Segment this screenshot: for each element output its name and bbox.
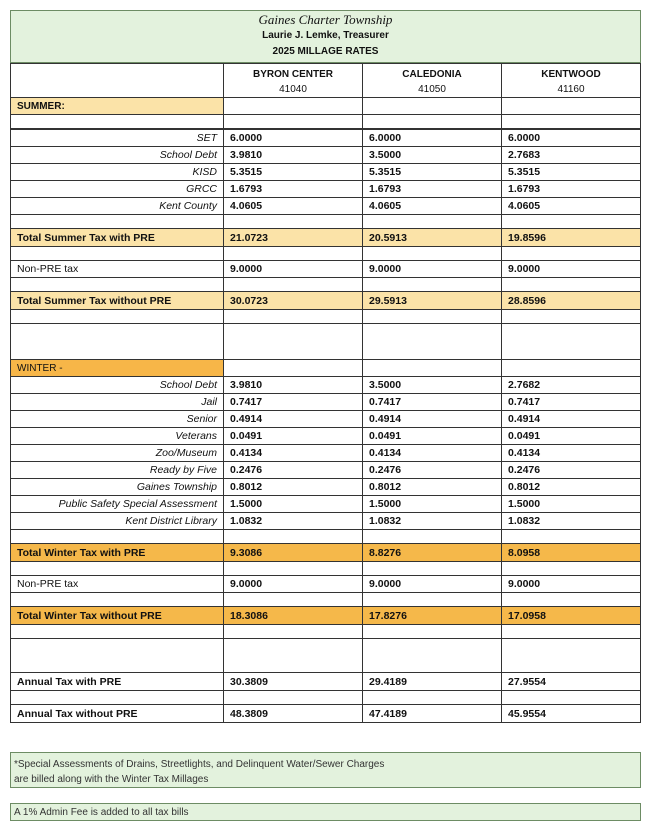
rate-value xyxy=(502,247,641,261)
rate-value xyxy=(502,530,641,544)
rate-value xyxy=(224,215,363,229)
rate-value: 3.5000 xyxy=(363,147,502,164)
row-label xyxy=(11,562,224,576)
spacer-row xyxy=(11,115,641,129)
rate-value xyxy=(363,625,502,639)
rate-value: 9.0000 xyxy=(224,261,363,278)
row-label: Jail xyxy=(11,394,224,411)
rate-value xyxy=(363,247,502,261)
rate-value xyxy=(224,639,363,673)
column-header-row xyxy=(11,64,641,98)
rate-value: 1.0832 xyxy=(502,513,641,530)
row-label: Kent County xyxy=(11,198,224,215)
column-header-kentwood xyxy=(502,64,641,98)
rate-value: 6.0000 xyxy=(224,130,363,147)
row-label: Annual Tax without PRE xyxy=(11,705,224,723)
rate-value: 0.4134 xyxy=(502,445,641,462)
township-title: Gaines Charter Township xyxy=(258,12,393,27)
row-label: Senior xyxy=(11,411,224,428)
rate-value: 1.5000 xyxy=(502,496,641,513)
row-label xyxy=(11,625,224,639)
winter-non-pre-row xyxy=(11,576,641,593)
rate-value: 0.0491 xyxy=(363,428,502,445)
rate-value: 17.8276 xyxy=(363,607,502,625)
summer-section-row xyxy=(11,98,641,115)
rate-value: 30.3809 xyxy=(224,673,363,691)
row-label: Annual Tax with PRE xyxy=(11,673,224,691)
rate-value xyxy=(502,691,641,705)
rate-value: 48.3809 xyxy=(224,705,363,723)
annual-with-pre-row xyxy=(11,673,641,691)
rate-value: 0.7417 xyxy=(363,394,502,411)
rate-value: 4.0605 xyxy=(363,198,502,215)
rate-value xyxy=(363,324,502,360)
rate-value: 0.4134 xyxy=(224,445,363,462)
summer-section-label: SUMMER: xyxy=(11,98,224,115)
rate-value xyxy=(224,310,363,324)
rate-value: 0.2476 xyxy=(224,462,363,479)
rate-value: 21.0723 xyxy=(224,229,363,247)
rate-value: 9.0000 xyxy=(363,261,502,278)
millage-table xyxy=(10,63,641,129)
column-code: 41160 xyxy=(557,84,585,95)
summer-item-row xyxy=(11,147,641,164)
rate-value: 6.0000 xyxy=(502,130,641,147)
winter-total-with-pre-row xyxy=(11,544,641,562)
column-code: 41040 xyxy=(279,84,307,95)
rate-value: 0.0491 xyxy=(224,428,363,445)
rate-value xyxy=(363,639,502,673)
row-label: Non-PRE tax xyxy=(11,261,224,278)
rate-value: 1.6793 xyxy=(502,181,641,198)
millage-subtitle: 2025 MILLAGE RATES xyxy=(272,46,379,57)
winter-item-row xyxy=(11,462,641,479)
spacer-row xyxy=(11,324,641,360)
rate-value: 8.0958 xyxy=(502,544,641,562)
rate-value: 27.9554 xyxy=(502,673,641,691)
document-header xyxy=(10,10,641,63)
rate-value xyxy=(502,324,641,360)
rate-value: 9.0000 xyxy=(363,576,502,593)
winter-item-row xyxy=(11,377,641,394)
spacer-row xyxy=(11,247,641,261)
rate-value: 0.8012 xyxy=(363,479,502,496)
row-label: GRCC xyxy=(11,181,224,198)
rate-value: 1.0832 xyxy=(224,513,363,530)
rate-value: 9.0000 xyxy=(502,576,641,593)
row-label: Total Winter Tax without PRE xyxy=(11,607,224,625)
rate-value: 5.3515 xyxy=(224,164,363,181)
row-label: Zoo/Museum xyxy=(11,445,224,462)
row-label xyxy=(11,247,224,261)
row-label: Kent District Library xyxy=(11,513,224,530)
row-label: SET xyxy=(11,130,224,147)
rate-value: 28.8596 xyxy=(502,292,641,310)
rate-value: 0.4914 xyxy=(224,411,363,428)
rate-value: 0.4914 xyxy=(363,411,502,428)
summer-non-pre-row xyxy=(11,261,641,278)
row-label xyxy=(11,639,224,673)
rate-value xyxy=(502,310,641,324)
row-label xyxy=(11,691,224,705)
row-label xyxy=(11,530,224,544)
spacer-row xyxy=(11,639,641,673)
rate-value xyxy=(224,691,363,705)
rate-value: 47.4189 xyxy=(363,705,502,723)
admin-fee-note: A 1% Admin Fee is added to all tax bills xyxy=(10,803,641,821)
rate-value xyxy=(224,625,363,639)
column-name: CALEDONIA xyxy=(402,69,462,80)
summer-item-row xyxy=(11,130,641,147)
summer-item-row xyxy=(11,198,641,215)
rate-value: 0.8012 xyxy=(502,479,641,496)
rate-value: 6.0000 xyxy=(363,130,502,147)
row-label: School Debt xyxy=(11,147,224,164)
summer-total-with-pre-row xyxy=(11,229,641,247)
treasurer-line: Laurie J. Lemke, Treasurer xyxy=(262,30,389,41)
winter-section-row xyxy=(11,360,641,377)
rate-value: 9.3086 xyxy=(224,544,363,562)
rate-value xyxy=(363,562,502,576)
rate-value xyxy=(502,278,641,292)
rate-value: 20.5913 xyxy=(363,229,502,247)
rate-value xyxy=(224,593,363,607)
column-name: BYRON CENTER xyxy=(252,69,333,80)
spacer-row xyxy=(11,691,641,705)
rate-value xyxy=(363,215,502,229)
row-label: School Debt xyxy=(11,377,224,394)
rate-value: 3.5000 xyxy=(363,377,502,394)
row-label xyxy=(11,310,224,324)
row-label xyxy=(11,324,224,360)
rate-value: 1.6793 xyxy=(363,181,502,198)
millage-body-table xyxy=(10,129,641,723)
rate-value: 0.7417 xyxy=(502,394,641,411)
row-label: Veterans xyxy=(11,428,224,445)
column-header-byron-center xyxy=(224,64,363,98)
winter-item-row xyxy=(11,513,641,530)
rate-value: 4.0605 xyxy=(502,198,641,215)
spacer-row xyxy=(11,562,641,576)
rate-value: 17.0958 xyxy=(502,607,641,625)
rate-value: 4.0605 xyxy=(224,198,363,215)
rate-value: 1.6793 xyxy=(224,181,363,198)
rate-value xyxy=(363,278,502,292)
spacer-row xyxy=(11,625,641,639)
rate-value: 0.8012 xyxy=(224,479,363,496)
note-line-1: *Special Assessments of Drains, Streetlights, and Delinquent Water/Sewer Charges xyxy=(14,759,385,770)
winter-item-row xyxy=(11,411,641,428)
spacer-row xyxy=(11,278,641,292)
blank-header-cell xyxy=(11,64,224,98)
rate-value: 0.2476 xyxy=(502,462,641,479)
rate-value xyxy=(224,247,363,261)
row-label xyxy=(11,278,224,292)
winter-item-row xyxy=(11,428,641,445)
summer-item-row xyxy=(11,164,641,181)
rate-value: 0.7417 xyxy=(224,394,363,411)
rate-value: 29.5913 xyxy=(363,292,502,310)
winter-item-row xyxy=(11,394,641,411)
special-assessments-note xyxy=(10,752,641,788)
rate-value xyxy=(224,530,363,544)
row-label: Public Safety Special Assessment xyxy=(11,496,224,513)
rate-value xyxy=(224,360,363,377)
rate-value: 2.7683 xyxy=(502,147,641,164)
rate-value: 45.9554 xyxy=(502,705,641,723)
rate-value: 19.8596 xyxy=(502,229,641,247)
rate-value xyxy=(363,310,502,324)
rate-value xyxy=(502,625,641,639)
rate-value: 1.5000 xyxy=(363,496,502,513)
rate-value: 0.4914 xyxy=(502,411,641,428)
rate-value: 5.3515 xyxy=(502,164,641,181)
rate-value xyxy=(224,324,363,360)
rate-value: 2.7682 xyxy=(502,377,641,394)
summer-item-row xyxy=(11,181,641,198)
column-name: KENTWOOD xyxy=(541,69,601,80)
spacer-row xyxy=(11,215,641,229)
column-header-caledonia xyxy=(363,64,502,98)
row-label: Gaines Township xyxy=(11,479,224,496)
rate-value: 29.4189 xyxy=(363,673,502,691)
rate-value xyxy=(502,360,641,377)
row-label: Total Summer Tax without PRE xyxy=(11,292,224,310)
rate-value: 3.9810 xyxy=(224,377,363,394)
rate-value: 9.0000 xyxy=(502,261,641,278)
rate-value xyxy=(224,278,363,292)
row-label xyxy=(11,593,224,607)
rate-value xyxy=(363,360,502,377)
rate-value: 8.8276 xyxy=(363,544,502,562)
winter-item-row xyxy=(11,445,641,462)
annual-without-pre-row xyxy=(11,705,641,723)
spacer-row xyxy=(11,530,641,544)
row-label: Non-PRE tax xyxy=(11,576,224,593)
row-label: KISD xyxy=(11,164,224,181)
row-label: Total Summer Tax with PRE xyxy=(11,229,224,247)
rate-value xyxy=(502,639,641,673)
rate-value: 5.3515 xyxy=(363,164,502,181)
rate-value xyxy=(363,593,502,607)
rate-value: 3.9810 xyxy=(224,147,363,164)
rate-value xyxy=(502,215,641,229)
spacer-row xyxy=(11,310,641,324)
column-code: 41050 xyxy=(418,84,446,95)
row-label: Total Winter Tax with PRE xyxy=(11,544,224,562)
rate-value xyxy=(224,562,363,576)
rate-value: 9.0000 xyxy=(224,576,363,593)
winter-item-row xyxy=(11,479,641,496)
row-label: Ready by Five xyxy=(11,462,224,479)
rate-value: 1.5000 xyxy=(224,496,363,513)
rate-value: 30.0723 xyxy=(224,292,363,310)
winter-item-row xyxy=(11,496,641,513)
rate-value xyxy=(502,562,641,576)
rate-value: 0.2476 xyxy=(363,462,502,479)
row-label: WINTER - xyxy=(11,360,224,377)
spacer-row xyxy=(11,593,641,607)
rate-value xyxy=(363,691,502,705)
rate-value: 1.0832 xyxy=(363,513,502,530)
rate-value: 0.4134 xyxy=(363,445,502,462)
note-line-2: are billed along with the Winter Tax Millages xyxy=(14,774,209,785)
winter-total-without-pre-row xyxy=(11,607,641,625)
rate-value: 0.0491 xyxy=(502,428,641,445)
row-label xyxy=(11,215,224,229)
summer-total-without-pre-row xyxy=(11,292,641,310)
rate-value xyxy=(363,530,502,544)
rate-value: 18.3086 xyxy=(224,607,363,625)
rate-value xyxy=(502,593,641,607)
